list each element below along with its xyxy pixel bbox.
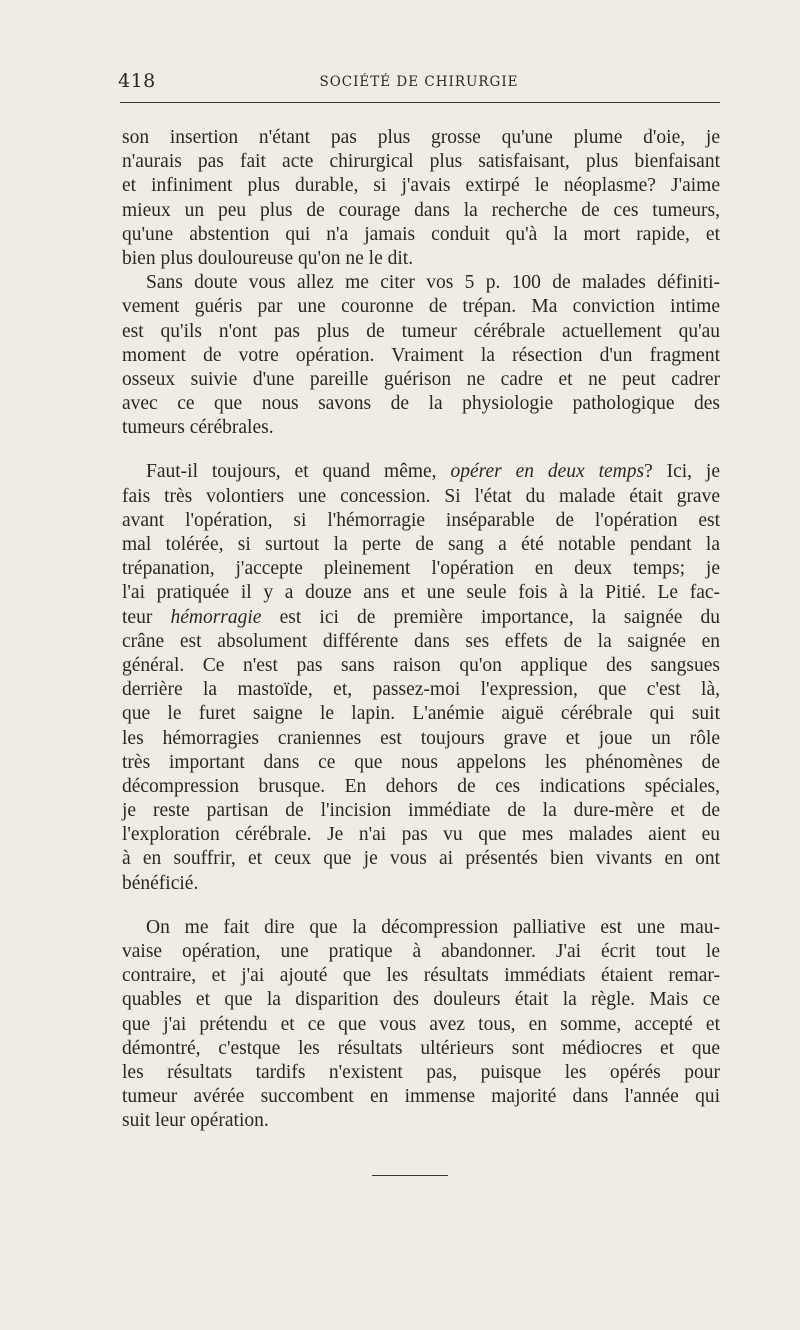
text-line: et infiniment plus durable, si j'avais extirpé le néoplasme? J'aime xyxy=(122,175,720,197)
text-line: mal tolérée, si surtout la perte de sang a été notable pendant la xyxy=(122,534,720,555)
text-line: tumeur avérée succombent en immense majorité dans l'année qui xyxy=(122,1086,720,1108)
text-run: teur xyxy=(122,606,153,628)
text-line: bien plus douloureuse qu'on ne le dit. xyxy=(122,247,414,269)
paragraph xyxy=(122,916,720,1134)
text-line: quables et que la disparition des douleurs était la règle. Mais ce xyxy=(122,989,720,1011)
paragraph xyxy=(122,271,720,440)
text-line: suit leur opération. xyxy=(122,1110,269,1132)
italic-phrase: hémorragie xyxy=(170,606,262,628)
text-line: contraire, et j'ai ajouté que les résultats immédiats étaient remar- xyxy=(122,965,720,987)
text-line: Sans doute vous allez me citer vos 5 p. 100 de malades définiti- xyxy=(146,272,720,294)
text-line: vaise opération, une pratique à abandonner. J'ai écrit tout le xyxy=(122,941,720,962)
text-line: osseux suivie d'une pareille guérison ne cadre et ne peut cadrer xyxy=(122,368,720,390)
text-line: l'exploration cérébrale. Je n'ai pas vu que mes malades aient eu xyxy=(122,824,720,846)
text-line: son insertion n'étant pas plus grosse qu'une plume d'oie, je xyxy=(122,127,720,148)
text-line: général. Ce n'est pas sans raison qu'on applique des sangsues xyxy=(122,654,720,676)
paragraph xyxy=(122,126,720,271)
page-number: 418 xyxy=(118,70,156,92)
page-header xyxy=(118,70,720,102)
text-line: l'ai pratiquée il y a douze ans et une seule fois à la Pitié. Le fac- xyxy=(122,582,720,604)
text-line: je reste partisan de l'incision immédiate de la dure-mère et de xyxy=(122,800,720,822)
text-line: les résultats tardifs n'existent pas, puisque les opérés pour xyxy=(122,1061,720,1083)
text-line: derrière la mastoïde, et, passez-moi l'expression, que c'est là, xyxy=(122,679,720,701)
text-run: ? Ici, je xyxy=(644,461,721,483)
text-line xyxy=(122,460,720,484)
text-line xyxy=(122,606,720,630)
text-line: est qu'ils n'ont pas plus de tumeur cérébrale actuellement qu'au xyxy=(122,320,720,342)
text-line: moment de votre opération. Vraiment la résection d'un fragment xyxy=(122,344,720,366)
body-text xyxy=(122,126,720,1134)
text-line: trépanation, j'accepte pleinement l'opération en deux temps; je xyxy=(122,558,720,580)
text-line: démontré, c'estque les résultats ultérieurs sont médiocres et que xyxy=(122,1037,720,1059)
text-line: à en souffrir, et ceux que je vous ai présentés bien vivants en ont xyxy=(122,848,720,870)
italic-phrase: opérer en deux temps xyxy=(450,461,645,483)
paragraph xyxy=(122,460,720,895)
text-run: Faut-il toujours, et quand même, xyxy=(146,461,437,483)
text-line: que j'ai prétendu et ce que vous avez tous, en somme, accepté et xyxy=(122,1013,720,1035)
text-line: avant l'opération, si l'hémorragie inséparable de l'opération est xyxy=(122,509,720,531)
text-line: On me fait dire que la décompression palliative est une mau- xyxy=(146,916,720,938)
text-line: crâne est absolument différente dans ses effets de la saignée en xyxy=(122,630,720,652)
text-line: bénéficié. xyxy=(122,872,199,894)
text-line: tumeurs cérébrales. xyxy=(122,417,274,439)
text-line: fais très volontiers une concession. Si l'état du malade était grave xyxy=(122,485,720,507)
end-rule xyxy=(372,1175,448,1176)
text-line: n'aurais pas fait acte chirurgical plus satisfaisant, plus bienfaisant xyxy=(122,151,720,173)
text-line: vement guéris par une couronne de trépan. Ma conviction intime xyxy=(122,296,720,318)
text-line: décompression brusque. En dehors de ces indications spéciales, xyxy=(122,775,720,797)
text-line: qu'une abstention qui n'a jamais conduit qu'à la mort rapide, et xyxy=(122,223,720,245)
text-line: que le furet saigne le lapin. L'anémie aiguë cérébrale qui suit xyxy=(122,703,720,725)
running-title: SOCIÉTÉ DE CHIRURGIE xyxy=(319,74,519,90)
text-line: mieux un peu plus de courage dans la recherche de ces tumeurs, xyxy=(122,199,720,221)
text-line: très important dans ce que nous appelons les phénomènes de xyxy=(122,751,720,773)
text-run: est ici de première importance, la saignée du xyxy=(279,606,721,628)
text-line: avec ce que nous savons de la physiologie pathologique des xyxy=(122,393,720,415)
header-rule xyxy=(120,102,720,103)
text-line: les hémorragies craniennes est toujours grave et joue un rôle xyxy=(122,727,720,749)
